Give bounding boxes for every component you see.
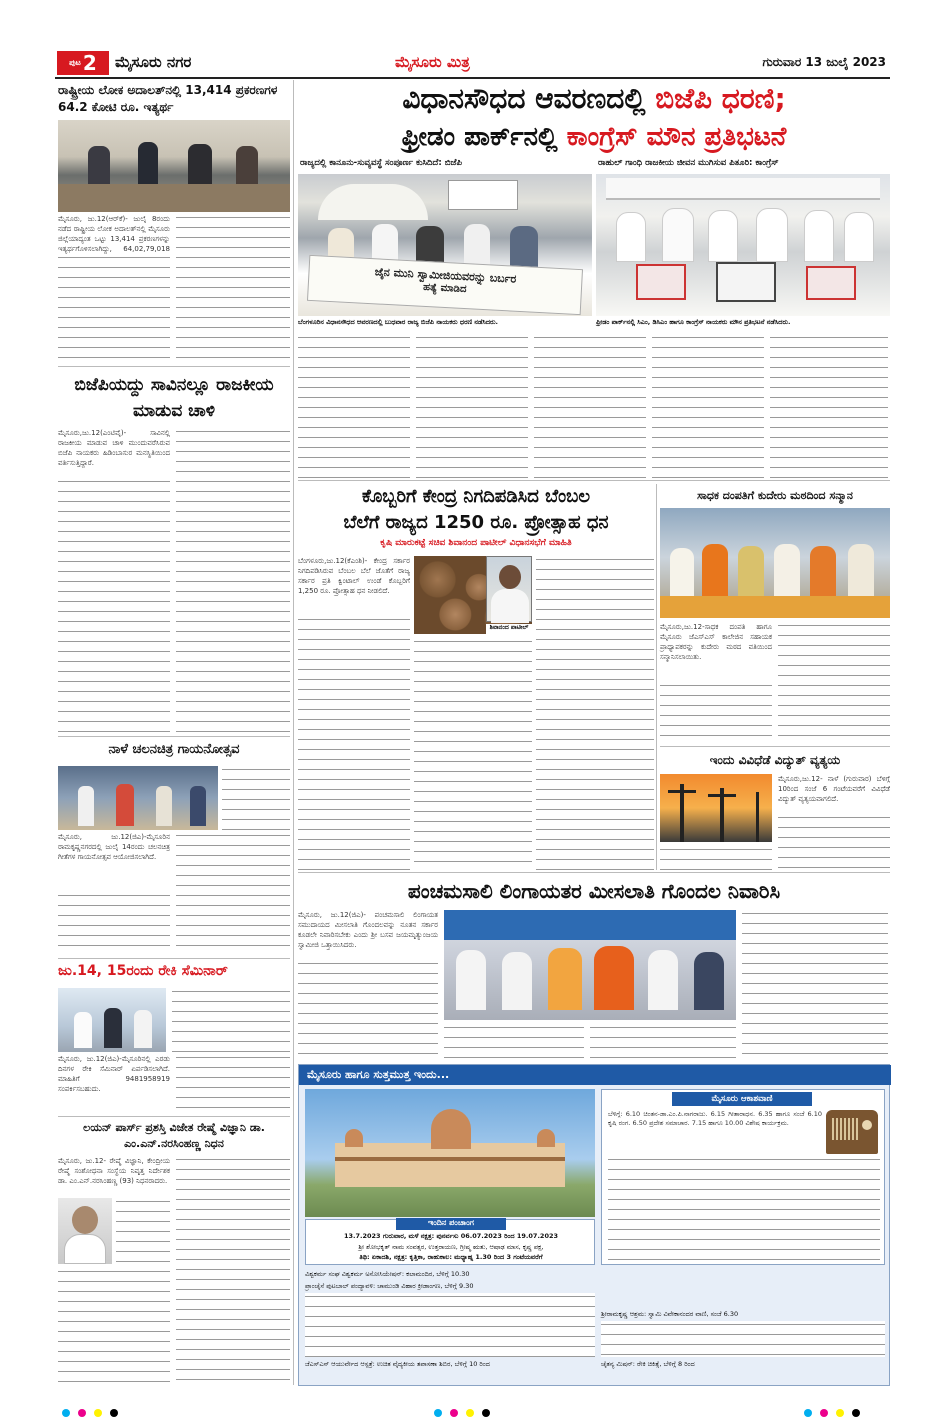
story5-body-col4 [742, 910, 888, 1060]
panchanga-line2: ಶ್ರೀ ಶೋಭಕೃತ್ ನಾಮ ಸಂವತ್ಸರ, ಉತ್ತರಾಯಣ, ಗ್ರೀಷ್ಮ ಋತು, ಆಷಾಢ ಮಾಸ, ಕೃಷ್ಣ ಪಕ್ಷ, [358, 1243, 544, 1251]
lead-headline2-red: ಕಾಂಗ್ರೆಸ್ ಮೌನ ಪ್ರತಿಭಟನೆ [566, 122, 787, 152]
left3-body [58, 892, 170, 952]
story2-headline-line2: ಬೆಲೆಗೆ ರಾಜ್ಯದ 1250 ರೂ. ಪ್ರೋತ್ಸಾಹ ಧನ [343, 512, 609, 533]
left4-body-side [172, 988, 290, 1052]
singers-photo [58, 766, 218, 830]
left1-headline: ರಾಷ್ಟ್ರೀಯ ಲೋಕ ಅದಾಲತ್‌ನಲ್ಲಿ 13,414 ಪ್ರಕರಣಗಳ 64.2 ಕೋಟಿ ರೂ. ಇತ್ಯರ್ಥ [58, 83, 278, 114]
left2-body-col2 [176, 428, 290, 732]
story5-body-col1 [298, 960, 438, 1060]
left4-body [176, 1054, 290, 1114]
notice-5: ಚೈತನ್ಯ ಮಿಷನ್: ರೇಕಿ ಚಿಕಿತ್ಸೆ, ಬೆಳಿಗ್ಗೆ 8 ರಿಂದ [601, 1360, 695, 1368]
panchanga-line1: 13.7.2023 ಗುರುವಾರ, ಮಳೆ ನಕ್ಷತ್ರ: ಪುನರ್ವಸು 06.07.2023 ರಿಂದ 19.07.2023 [343, 1232, 559, 1240]
lead-headline-line1 [298, 80, 890, 118]
left5-body-side [116, 1198, 170, 1264]
left5-headline: ಲಯನ್ ಪಾರ್ಸ್ ಪ್ರಶಸ್ತಿ ವಿಜೇತ ರೇಷ್ಮೆ ವಿಜ್ಞಾನಿ ಡಾ. ಎಂ.ಎನ್.ನರಸಿಂಹಣ್ಣ ನಿಧನ [83, 1121, 265, 1150]
story5-lead: ಮೈಸೂರು, ಜು.12(ಜಿಎ)- ಪಂಚಮಸಾಲಿ ಲಿಂಗಾಯತ ಸಮುದಾಯದ ಮೀಸಲಾತಿ ಗೊಂದಲವನ್ನು ನೂತನ ಸರ್ಕಾರ ಕೂಡಲೇ ನಿವಾರಿಸಬೇಕು ಎಂದು ಶ್ರೀ ಬಸವ ಜಯಮೃತ್ಯುಂಜಯ ಸ್ವಾಮೀಜಿ ಒತ್ತಾಯಿಸಿದರು. [298, 911, 438, 949]
registration-dot-icon [62, 1409, 70, 1417]
bjp-protest-photo [298, 174, 592, 316]
lead-headline1-black: ವಿಧಾನಸೌಧದ ಆವರಣದಲ್ಲಿ [402, 82, 656, 115]
left5-body-col2 [176, 1156, 290, 1384]
notices-more [305, 1293, 595, 1357]
registration-dot-icon [804, 1409, 812, 1417]
left3-headline: ನಾಳೆ ಚಲನಚಿತ್ರ ಗಾಯನೋತ್ಸವ [108, 742, 240, 757]
story4-body-col2 [660, 846, 772, 870]
story4-lead: ಮೈಸೂರು,ಜು.12- ನಾಳೆ (ಗುರುವಾರ) ಬೆಳಿಗ್ಗೆ 10ರಿಂದ ಸಂಜೆ 6 ಗಂಟೆಯವರೆಗೆ ವಿವಿಧೆಡೆ ವಿದ್ಯುತ್ ವ್ಯತ್ಯಯವಾಗಲಿದೆ. [778, 775, 890, 803]
lead-body-col1 [298, 334, 410, 478]
story2-body-col1 [298, 616, 410, 870]
story5-body-col2 [444, 1024, 584, 1060]
registration-marks-left [58, 1402, 178, 1414]
story3-body [660, 682, 772, 742]
minister-photo [486, 556, 532, 622]
story4-headline: ಇಂದು ವಿವಿಧೆಡೆ ವಿದ್ಯುತ್ ವ್ಯತ್ಯಯ [709, 753, 841, 767]
story2-headline-line1: ಕೊಬ್ಬರಿಗೆ ಕೇಂದ್ರ ನಿಗದಿಪಡಿಸಿದ ಬೆಂಬಲ [362, 486, 590, 507]
obituary-photo [58, 1198, 112, 1264]
swamiji-photo [444, 910, 736, 1020]
panchanga-box [305, 1219, 595, 1265]
notices [305, 1269, 885, 1381]
registration-dot-icon [450, 1409, 458, 1417]
felicitation-photo [660, 508, 890, 618]
radio-schedule-more [608, 1156, 880, 1262]
registration-dot-icon [78, 1409, 86, 1417]
story3-headline: ಸಾಧಕ ದಂಪತಿಗೆ ಕುದೇರು ಮಠದಿಂದ ಸನ್ಮಾನ [697, 489, 853, 502]
story3-body-col2 [778, 622, 890, 742]
lead-headline2-black: ಫ್ರೀಡಂ ಪಾರ್ಕ್‌ನಲ್ಲಿ [401, 122, 567, 152]
lead-headline1-red: ಬಿಜೆಪಿ ಧರಣಿ; [655, 82, 786, 115]
radio-schedule: ಬೆಳಿಗ್ಗೆ: 6.10 ಚಿಂತನ-ಡಾ.ಎಂ.ಪಿ.ನಾಗರಾಜು. 6.15 ಗೀತಾರಾಧನ. 6.35 ಹಾಗೂ ಸಂಜೆ 6.10 ಕೃಷಿ ರಂಗ. 6.50 ಪ್ರದೇಶ ಸಮಾಚಾರ. 7.15 ಹಾಗೂ 10.00 ವಿಶೇಷ ಕಾರ್ಯಕ್ರಮ. [608, 1110, 822, 1127]
registration-dot-icon [482, 1409, 490, 1417]
today-box-title-bar [299, 1065, 891, 1085]
palace-photo [305, 1089, 595, 1217]
radio-title: ಮೈಸೂರು ಆಕಾಶವಾಣಿ [672, 1092, 812, 1106]
protest-banner [307, 255, 583, 315]
notice-4: ಶ್ರೀರಾಮಕೃಷ್ಣ ಆಶ್ರಮ: ಸ್ವಾಮಿ ವಿವೇಕಾನಂದರ ವಾಣಿ, ಸಂಜೆ 6.30 [601, 1310, 739, 1318]
registration-dot-icon [94, 1409, 102, 1417]
left4-headline: ಜು.14, 15ರಂದು ರೇಕಿ ಸೆಮಿನಾರ್ [58, 963, 228, 979]
registration-dot-icon [820, 1409, 828, 1417]
seminar-photo [58, 988, 166, 1052]
today-box [298, 1064, 890, 1386]
paper-name: ಮೈಸೂರು ಮಿತ್ರ [395, 53, 470, 71]
protest-banner-text2: ಹತ್ಯೆ ಮಾಡಿದ [422, 281, 467, 296]
congress-protest-caption: ಫ್ರೀಡಂ ಪಾರ್ಕ್‌ನಲ್ಲಿ ಸಿಎಂ, ಡಿಸಿಎಂ ಹಾಗೂ ಕಾಂಗ್ರೆಸ್ ನಾಯಕರು ಮೌನ ಪ್ರತಿಭಟನೆ ನಡೆಸಿದರು. [596, 318, 791, 326]
registration-dot-icon [852, 1409, 860, 1417]
radio-icon [826, 1110, 878, 1154]
registration-dot-icon [434, 1409, 442, 1417]
left3-lead: ಮೈಸೂರು, ಜು.12(ಜಿಎ)-ಮೈಸೂರಿನ ರಾಮಕೃಷ್ಣನಗರದಲ್ಲಿ ಜುಲೈ 14ರಂದು ಚಲನಚಿತ್ರ ಗೀತೆಗಳ ಗಾಯನೋತ್ಸವ ಆಯೋಜಿಸಲಾಗಿದೆ. [58, 833, 170, 861]
today-box-title: ಮೈಸೂರು ಹಾಗೂ ಸುತ್ತಮುತ್ತ ಇಂದು... [307, 1068, 450, 1081]
lead-body-col3 [534, 334, 646, 478]
left1-body [58, 254, 170, 364]
registration-marks-center [430, 1402, 550, 1414]
page-label: ಪುಟ [69, 58, 81, 67]
lead-body-col2 [416, 334, 528, 478]
lead-body-col4 [652, 334, 764, 478]
left2-headline: ಬಿಜೆಪಿಯದ್ದು ಸಾವಿನಲ್ಲೂ ರಾಜಕೀಯ ಮಾಡುವ ಚಾಳಿ [74, 375, 274, 421]
bjp-protest-caption: ಬೆಂಗಳೂರಿನ ವಿಧಾನಸೌಧದ ಆವರಣದಲ್ಲಿ ಬುಧವಾರ ರಾಜ್ಯ ಬಿಜೆಪಿ ನಾಯಕರು ಧರಣಿ ನಡೆಸಿದರು. [298, 318, 499, 326]
lead-headline-line2 [298, 118, 890, 156]
issue-date: ಗುರುವಾರ 13 ಜುಲೈ 2023 [762, 55, 886, 69]
notice-3: ಜೆಎಸ್‌ಎಸ್ ಆಯುರ್ವೇದ ಆಸ್ಪತ್ರೆ: ಉಚಿತ ವೈದ್ಯಕೀಯ ತಪಾಸಣಾ ಶಿಬಿರ, ಬೆಳಿಗ್ಗೆ 10 ರಿಂದ [305, 1360, 490, 1368]
story5-body-col3 [590, 1024, 736, 1060]
registration-marks-right [800, 1402, 920, 1414]
story2-subhead: ಕೃಷಿ ಮಾರುಕಟ್ಟೆ ಸಚಿವ ಶಿವಾನಂದ ಪಾಟೀಲ್ ವಿಧಾನಸಭೆಗೆ ಮಾಹಿತಿ [380, 538, 572, 548]
registration-dot-icon [110, 1409, 118, 1417]
left4-lead: ಮೈಸೂರು, ಜು.12(ಜಿಎ)-ಮೈಸೂರಿನಲ್ಲಿ ಎರಡು ದಿನಗಳ ರೇಕಿ ಸೆಮಿನಾರ್ ಏರ್ಪಡಿಸಲಾಗಿದೆ. ಮಾಹಿತಿಗೆ 9481958919 ಸಂಪರ್ಕಿಸಬಹುದು. [58, 1055, 170, 1093]
story2-body-col3 [536, 556, 654, 870]
lead-body-col5 [770, 334, 888, 478]
left2-lead: ಮೈಸೂರು,ಜು.12(ಎಂಟಿವೈ)- ಸಾವಿನಲ್ಲಿ ರಾಜಕೀಯ ಮಾಡುವ ಚಾಳಿ ಮುಂದುವರೆಸಿರುವ ಬಿಜೆಪಿ ನಾಯಕರು ಹಿಡಿಂಬಾಸುರ ಮನಸ್ಥಿತಿಯಿಂದ ವರ್ತಿಸುತ್ತಿದ್ದಾರೆ. [58, 429, 170, 467]
panchanga-line3: ತಿಥಿ: ಏಕಾದಶಿ, ನಕ್ಷತ್ರ: ಕೃತ್ತಿಕಾ, ರಾಹುಕಾಲ: ಮಧ್ಯಾಹ್ನ 1.30 ರಿಂದ 3 ಗಂಟೆಯವರೆಗೆ [359, 1253, 543, 1261]
story2-lead: ಬೆಂಗಳೂರು,ಜು.12(ಕೆಎಂಶಿ)- ಕೇಂದ್ರ ಸರ್ಕಾರ ನಿಗದಿಪಡಿಸಿರುವ ಬೆಂಬಲ ಬೆಲೆ ಜೊತೆಗೆ ರಾಜ್ಯ ಸರ್ಕಾರ ಪ್ರತಿ ಕ್ವಿಂಟಾಲ್ ಉಂಡೆ ಕೊಬ್ಬರಿಗೆ 1,250 ರೂ. ಪ್ರೋತ್ಸಾಹ ಧನ ನೀಡಲಿದೆ. [298, 557, 410, 595]
left2-body [58, 478, 170, 732]
court-photo [58, 120, 290, 212]
notice-2: ಪ್ರಾಂಚೈಸೆ ಪುಟಬಾಲ್ ಪಂದ್ಯಾವಳಿ: ಚಾಮುಂಡಿ ವಿಹಾರ ಕ್ರೀಡಾಂಗಣ, ಬೆಳಿಗ್ಗೆ 9.30 [305, 1282, 474, 1290]
left-column-rule [293, 80, 294, 1385]
left3-body-col2 [176, 832, 290, 952]
left3-body-side [222, 766, 290, 830]
registration-dot-icon [836, 1409, 844, 1417]
registration-dot-icon [466, 1409, 474, 1417]
left1-lead: ಮೈಸೂರು, ಜು.12(ಆರ್‌ಕೆ)- ಜುಲೈ 8ರಂದು ನಡೆದ ರಾಷ್ಟ್ರೀಯ ಲೋಕ ಅದಾಲತ್‌ನಲ್ಲಿ ಮೈಸೂರು ಜಿಲ್ಲೆಯಾದ್ಯಂತ ಒಟ್ಟು 13,414 ಪ್ರಕರಣಗಳನ್ನು ಇತ್ಯರ್ಥಗೊಳಿಸಲಾಗಿದ್ದು, 64,02,79,018 [58, 215, 170, 253]
left5-lead: ಮೈಸೂರು, ಜು.12- ರೇಷ್ಮೆ ವಿಜ್ಞಾನಿ, ಕೇಂದ್ರೀಯ ರೇಷ್ಮೆ ಸಂಶೋಧನಾ ಸಂಸ್ಥೆಯ ನಿವೃತ್ತ ನಿರ್ದೇಶಕ ಡಾ. ಎಂ.ಎನ್.ನರಸಿಂಹಣ್ಣ (93) ನಿಧನರಾದರು. [58, 1157, 170, 1185]
story4-body [778, 814, 890, 870]
section-name: ಮೈಸೂರು ನಗರ [115, 53, 192, 71]
masthead [55, 47, 890, 77]
notice-1: ವಿಶ್ವಕರ್ಮ ಸಂಘ ವಿಶ್ವಕರ್ಮ ಅಸೋಸಿಯೇಷನ್: ಕಲಾಮಂದಿರ, ಬೆಳಿಗ್ಗೆ 10.30 [305, 1270, 470, 1278]
panchanga-title: ಇಂದಿನ ಪಂಚಾಂಗ [396, 1218, 506, 1230]
page-number-badge [57, 51, 109, 75]
left1-body-col2 [176, 214, 290, 364]
story3-lead: ಮೈಸೂರು,ಜು.12-ಸಾಧಕ ದಂಪತಿ ಹಾಗೂ ಮೈಸೂರು ಜೆಎಸ್‌ಎಸ್ ಕಾಲೇಜಿನ ಸಹಾಯಕ ಪ್ರಾಧ್ಯಾಪಕರನ್ನು ಕುದೇರು ಮಠದ ವತಿಯಿಂದ ಸನ್ಮಾನಿಸಲಾಯಿತು. [660, 623, 772, 661]
congress-protest-photo [596, 174, 890, 316]
lead-subhead-left: ರಾಜ್ಯದಲ್ಲಿ ಕಾನೂನು-ಸುವ್ಯವಸ್ಥೆ ಸಂಪೂರ್ಣ ಕುಸಿದಿದೆ: ಬಿಜೆಪಿ [300, 158, 462, 168]
radio-box [601, 1089, 885, 1265]
notices-more-right [601, 1321, 885, 1357]
story5-headline: ಪಂಚಮಸಾಲಿ ಲಿಂಗಾಯತರ ಮೀಸಲಾತಿ ಗೊಂದಲ ನಿವಾರಿಸಿ [407, 879, 781, 903]
power-lines-photo [660, 774, 772, 842]
lead-subhead-right: ರಾಹುಲ್ ಗಾಂಧಿ ರಾಜಕೀಯ ಜೀವನ ಮುಗಿಸುವ ಪಿತೂರಿ: ಕಾಂಗ್ರೆಸ್ [598, 158, 779, 168]
left5-body [58, 1268, 170, 1384]
story2-body-col2 [414, 638, 532, 870]
protest-banner-text: ಜೈನ ಮುನಿ ಸ್ವಾಮೀಜಿಯವರನ್ನು ಬರ್ಬರ [374, 265, 517, 286]
page-number: 2 [82, 51, 97, 75]
masthead-rule [55, 77, 890, 79]
minister-caption: ಶಿವಾನಂದ ಪಾಟೀಲ್ [486, 624, 532, 634]
